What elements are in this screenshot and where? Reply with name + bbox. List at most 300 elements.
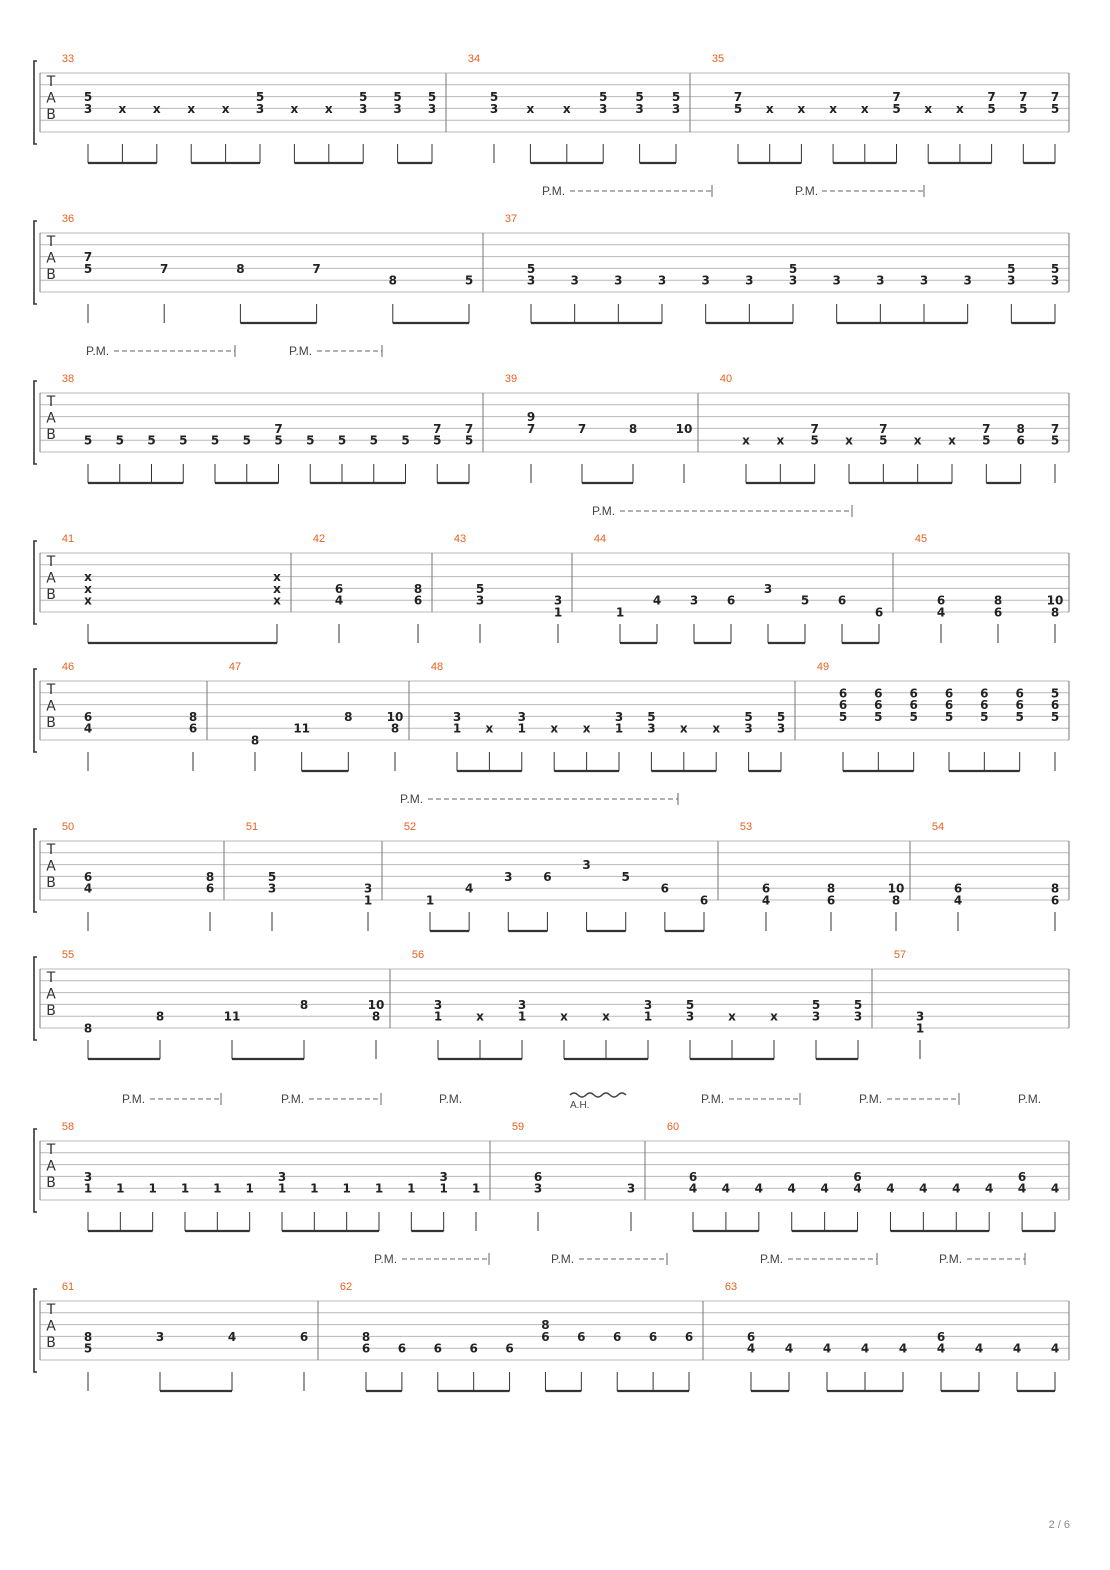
fret-number: 4 [1050,1341,1060,1356]
fret-number: 6 [397,1341,407,1356]
measure-number: 44 [593,533,607,545]
fret-number: 5 [179,433,188,448]
tab-clef-letter: A [46,698,56,715]
fret-number: 6 [874,686,883,701]
fret-number: 4 [860,1341,870,1356]
fret-number: 5 [433,433,442,448]
fret-number: 7 [577,421,587,436]
fret-number: 7 [987,90,996,105]
fret-number: x [712,721,721,736]
fret-number: 6 [853,1169,862,1184]
fret-number: 5 [987,101,996,116]
fret-number: 7 [982,421,991,436]
measure-number: 48 [430,661,444,673]
fret-number: 3 [788,273,798,288]
system-bracket [34,829,37,912]
fret-number: x [290,101,299,116]
fret-number: 1 [452,721,462,736]
fret-number: 1 [517,1009,527,1024]
fret-number: 1 [148,1181,157,1196]
fret-number: 7 [526,421,536,436]
fret-number: 4 [985,1181,994,1196]
measure-number: 39 [504,373,518,385]
fret-number: 1 [342,1181,351,1196]
fret-number: x [118,101,127,116]
fret-number: 4 [1012,1341,1022,1356]
fret-number: 6 [334,581,344,596]
fret-number: 3 [744,721,753,736]
fret-number: 3 [427,101,437,116]
fret-number: 6 [205,881,215,896]
fret-number: 7 [83,250,93,265]
fret-number: 6 [944,698,954,713]
fret-number: 3 [155,1329,165,1344]
fret-number: 3 [685,1009,695,1024]
fret-number: 7 [1050,421,1060,436]
fret-number: 5 [475,581,485,596]
fret-number: 8 [155,1009,165,1024]
fret-number: 5 [982,433,991,448]
fret-number: 3 [517,709,526,724]
fret-number: 7 [160,261,169,276]
fret-number: 6 [413,593,423,608]
fret-number: 3 [363,881,373,896]
fret-number: 3 [517,997,527,1012]
fret-number: 6 [838,686,848,701]
fret-number: 4 [886,1181,895,1196]
tab-clef-letter: B [46,1175,56,1191]
fret-number: 3 [439,1169,448,1184]
fret-number: 3 [763,581,773,596]
fret-number: x [550,721,559,736]
fret-number: 3 [1050,273,1060,288]
fret-number: 5 [1050,709,1060,724]
fret-number: 3 [647,721,656,736]
fret-number: 4 [952,1181,961,1196]
fret-number: x [324,101,333,116]
fret-number: 5 [776,709,786,724]
fret-number: 8 [1050,881,1060,896]
measure-number: 57 [893,949,907,961]
fret-number: x [562,101,571,116]
fret-number: 9 [526,410,536,425]
fret-number: 8 [993,593,1003,608]
fret-number: 6 [688,1169,698,1184]
fret-number: 8 [628,421,638,436]
tab-clef-letter: B [46,715,56,731]
tab-clef-letter: T [46,1302,56,1318]
palm-mute-label: P.M. [122,1092,146,1106]
fret-number: 5 [393,90,402,105]
fret-number: x [187,101,196,116]
fret-number: 4 [853,1181,862,1196]
fret-number: 3 [1007,273,1016,288]
fret-number: 4 [787,1181,796,1196]
fret-number: 6 [838,698,848,713]
palm-mute-label: P.M. [439,1092,463,1106]
fret-number: 6 [837,593,847,608]
tab-clef-letter: A [46,1318,56,1335]
fret-number: 3 [504,869,513,884]
palm-mute-label: P.M. [86,344,110,358]
fret-number: 4 [1050,1181,1060,1196]
fret-number: 8 [1050,605,1060,620]
fret-number: 7 [274,421,283,436]
fret-number: 8 [371,1009,381,1024]
fret-number: 4 [953,893,963,908]
fret-number: 5 [1050,433,1060,448]
fret-number: 5 [401,433,410,448]
tab-clef-letter: T [46,74,56,90]
fret-number: 3 [393,101,402,116]
fret-number: 4 [761,893,771,908]
fret-number: 6 [936,1329,946,1344]
fret-number: 7 [312,261,321,276]
fret-number: 8 [541,1318,550,1333]
fret-number: 6 [684,1329,694,1344]
tab-clef-letter: T [46,682,56,698]
fret-number: 8 [205,869,215,884]
fret-number: 6 [577,1329,586,1344]
tab-clef-letter: B [46,875,56,891]
measure-number: 59 [511,1121,525,1133]
fret-number: 8 [413,581,423,596]
fret-number: 3 [614,273,623,288]
fret-number: 1 [915,1021,925,1036]
fret-number: 5 [526,261,536,276]
fret-number: 8 [388,273,397,288]
fret-number: 3 [526,273,536,288]
fret-number: x [84,570,92,585]
fret-number: 5 [685,997,695,1012]
fret-number: 6 [980,698,989,713]
fret-number: 5 [115,433,124,448]
tab-clef-letter: A [46,250,56,267]
palm-mute-label: P.M. [592,504,616,518]
fret-number: 4 [464,881,474,896]
fret-number: 1 [363,893,373,908]
fret-number: 8 [250,733,260,748]
fret-number: 1 [614,721,624,736]
fret-number: 8 [188,709,198,724]
fret-number: 8 [1016,421,1025,436]
fret-number: x [273,570,281,585]
fret-number: 3 [657,273,667,288]
artificial-harmonic-label: A.H. [570,1100,590,1111]
fret-number: 10 [675,421,693,436]
fret-number: 11 [223,1009,241,1024]
fret-number: 6 [1050,893,1060,908]
fret-number: 4 [936,1341,946,1356]
fret-number: 3 [915,1009,925,1024]
fret-number: x [152,101,161,116]
fret-number: 5 [1019,101,1028,116]
tab-clef-letter: B [46,1335,56,1351]
fret-number: 6 [433,1341,442,1356]
fret-number: 5 [810,433,819,448]
fret-number: 5 [255,90,265,105]
fret-number: 3 [255,101,265,116]
fret-number: 3 [643,997,653,1012]
fret-number: 6 [660,881,670,896]
fret-number: x [742,433,750,448]
measure-number: 33 [61,53,75,65]
fret-number: 5 [800,593,810,608]
fret-number: 5 [744,709,753,724]
fret-number: 1 [553,605,563,620]
fret-number: 1 [180,1181,190,1196]
measure-number: 52 [403,821,417,833]
fret-number: 4 [227,1329,237,1344]
fret-number: 5 [242,433,251,448]
fret-number: x [860,101,869,116]
fret-number: 5 [671,90,681,105]
fret-number: 7 [892,90,901,105]
measure-number: 51 [245,821,259,833]
fret-number: 3 [614,709,624,724]
fret-number: 6 [533,1169,543,1184]
measure-number: 35 [711,53,725,65]
fret-number: 5 [83,1341,93,1356]
system-bracket [34,957,37,1040]
measure-number: 61 [61,1281,75,1293]
fret-number: 6 [1015,686,1024,701]
palm-mute-label: P.M. [1018,1092,1042,1106]
fret-number: 5 [1015,709,1024,724]
fret-number: x [913,433,922,448]
fret-number: 5 [879,433,888,448]
fret-number: x [602,1009,610,1024]
fret-number: 4 [974,1341,984,1356]
fret-number: 4 [820,1181,829,1196]
fret-number: x [770,1009,778,1024]
fret-number: 6 [909,698,918,713]
system-bracket [34,541,37,624]
fret-number: 4 [746,1341,756,1356]
fret-number: 4 [784,1341,794,1356]
palm-mute-label: P.M. [551,1252,575,1266]
fret-number: 3 [83,1169,93,1184]
fret-number: 6 [993,605,1003,620]
fret-number: 5 [267,869,277,884]
fret-number: 1 [310,1181,319,1196]
fret-number: 3 [832,273,841,288]
measure-number: 36 [61,213,75,225]
fret-number: 3 [689,593,699,608]
fret-number: 1 [439,1181,448,1196]
fret-number: x [776,433,785,448]
fret-number: 5 [337,433,347,448]
fret-number: 5 [733,101,743,116]
fret-number: x [829,101,837,116]
fret-number: 8 [299,997,309,1012]
fret-number: 7 [1050,90,1060,105]
fret-number: x [526,101,535,116]
fret-number: 10 [1046,593,1064,608]
fret-number: x [948,433,956,448]
fret-number: 3 [489,101,499,116]
palm-mute-label: P.M. [374,1252,398,1266]
fret-number: 5 [874,709,883,724]
fret-number: 7 [464,421,474,436]
fret-number: 1 [245,1181,254,1196]
fret-number: 1 [615,605,625,620]
fret-number: 3 [626,1181,636,1196]
fret-number: x [728,1009,736,1024]
fret-number: 7 [733,90,743,105]
fret-number: 6 [543,869,552,884]
fret-number: 6 [299,1329,309,1344]
measure-number: 37 [504,213,518,225]
fret-number: 4 [83,721,93,736]
fret-number: 5 [909,709,918,724]
fret-number: 4 [754,1181,763,1196]
fret-number: 6 [909,686,918,701]
fret-number: 1 [517,721,526,736]
fret-number: 3 [267,881,277,896]
fret-number: 3 [533,1181,543,1196]
fret-number: x [797,101,806,116]
measure-number: 42 [312,533,326,545]
fret-number: 1 [433,1009,443,1024]
fret-number: 7 [433,421,442,436]
tab-clef-letter: B [46,107,56,123]
palm-mute-label: P.M. [939,1252,963,1266]
fret-number: 1 [213,1181,222,1196]
measure-number: 55 [61,949,75,961]
measure-number: 60 [666,1121,680,1133]
fret-number: 6 [1016,433,1025,448]
fret-number: 6 [1017,1169,1027,1184]
fret-number: 6 [469,1341,478,1356]
fret-number: 3 [599,101,608,116]
fret-number: 5 [853,997,863,1012]
fret-number: 6 [874,605,884,620]
fret-number: 3 [277,1169,287,1184]
fret-number: 10 [887,881,905,896]
fret-number: 5 [83,90,93,105]
system-bracket [34,669,37,752]
fret-number: 4 [936,605,946,620]
fret-number: 5 [427,90,437,105]
fret-number: 10 [386,709,404,724]
tab-clef-letter: A [46,858,56,875]
measure-number: 58 [61,1121,75,1133]
fret-number: 3 [452,709,462,724]
tab-clef-letter: T [46,554,56,570]
fret-number: 6 [746,1329,756,1344]
fret-number: 5 [464,433,474,448]
palm-mute-label: P.M. [701,1092,725,1106]
system-bracket [34,61,37,144]
fret-number: 6 [361,1341,371,1356]
fret-number: 5 [892,101,901,116]
measure-number: 40 [719,373,733,385]
tab-clef-letter: T [46,1142,56,1158]
measure-number: 47 [228,661,242,673]
fret-number: 4 [83,881,93,896]
fret-number: 4 [721,1181,731,1196]
tab-clef-letter: A [46,1158,56,1175]
fret-number: 6 [613,1329,622,1344]
fret-number: 5 [944,709,954,724]
fret-number: 3 [582,858,591,873]
measure-number: 54 [931,821,945,833]
fret-number: x [956,101,964,116]
fret-number: x [582,721,591,736]
fret-number: 4 [334,593,344,608]
fret-number: 1 [116,1181,125,1196]
fret-number: 8 [361,1329,371,1344]
fret-number: 6 [726,593,736,608]
system-bracket [34,1129,37,1212]
fret-number: 6 [980,686,989,701]
fret-number: 4 [1017,1181,1027,1196]
fret-number: 6 [83,869,93,884]
measure-number: 41 [61,533,75,545]
fret-number: 5 [599,90,608,105]
fret-number: 8 [891,893,901,908]
fret-number: 5 [489,90,499,105]
fret-number: 6 [953,881,963,896]
tab-clef-letter: T [46,842,56,858]
tab-clef-letter: B [46,1003,56,1019]
fret-number: 3 [963,273,972,288]
measure-number: 53 [739,821,753,833]
fret-number: 5 [838,709,848,724]
fret-number: 3 [359,101,368,116]
fret-number: 5 [210,433,220,448]
fret-number: 6 [826,893,836,908]
fret-number: 1 [83,1181,93,1196]
fret-number: 5 [369,433,378,448]
fret-number: 1 [643,1009,653,1024]
measure-number: 45 [914,533,928,545]
fret-number: 8 [83,1021,93,1036]
fret-number: 5 [1050,101,1060,116]
tab-clef-letter: T [46,970,56,986]
fret-number: 7 [1019,90,1028,105]
fret-number: 3 [701,273,710,288]
measure-number: 62 [339,1281,353,1293]
fret-number: 3 [811,1009,821,1024]
measure-number: 34 [467,53,481,65]
system-bracket [34,1289,37,1372]
tab-clef-letter: B [46,267,56,283]
fret-number: 5 [647,709,656,724]
fret-number: 5 [1050,686,1060,701]
fret-number: 4 [919,1181,928,1196]
fret-number: 6 [83,709,93,724]
fret-number: 10 [367,997,385,1012]
fret-number: 1 [425,893,435,908]
measure-number: 38 [61,373,75,385]
page-number: 2 / 6 [1048,1519,1070,1531]
fret-number: 3 [83,101,93,116]
fret-number: 3 [475,593,485,608]
fret-number: 3 [635,101,644,116]
fret-number: x [84,593,92,608]
fret-number: 5 [811,997,821,1012]
fret-number: x [221,101,230,116]
tab-clef-letter: A [46,90,56,107]
measure-number: 63 [724,1281,738,1293]
fret-number: 6 [1050,698,1060,713]
measure-number: 43 [453,533,467,545]
fret-number: 1 [277,1181,287,1196]
fret-number: 5 [306,433,315,448]
fret-number: x [560,1009,568,1024]
